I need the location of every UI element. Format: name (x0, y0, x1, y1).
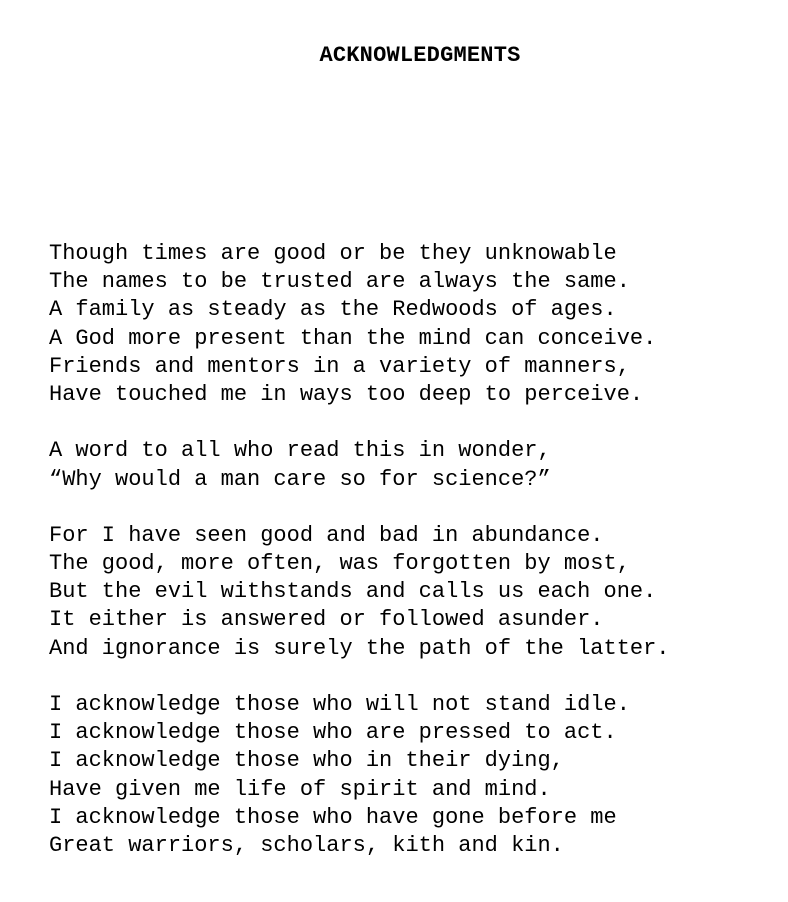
poem-line: Though times are good or be they unknowable (49, 241, 617, 266)
poem-line: I acknowledge those who are pressed to act. (49, 720, 617, 746)
poem-line: For I have seen good and bad in abundance. (49, 522, 604, 548)
stanza-3 (49, 522, 779, 663)
poem-line: Have touched me in ways too deep to perceive. (49, 381, 644, 407)
poem-line: It either is answered or followed asunder. (49, 607, 604, 633)
poem-line: A family as steady as the Redwoods of ages. (49, 297, 617, 323)
poem-body (49, 240, 779, 860)
poem-line: A word to all who read this in wonder, (49, 438, 551, 464)
stanza-4 (49, 691, 779, 860)
stanza-2 (49, 437, 779, 493)
poem-line: The names to be trusted are always the same. (49, 269, 630, 295)
poem-line: But the evil withstands and calls us each one. (49, 579, 657, 605)
poem-line: “Why would a man care so for science?” (49, 466, 551, 492)
poem-line: I acknowledge those who have gone before me (49, 804, 617, 830)
poem-line: Great warriors, scholars, kith and kin. (49, 832, 564, 858)
poem-line: And ignorance is surely the path of the latter. (49, 635, 670, 661)
poem-line: The good, more often, was forgotten by most, (49, 551, 630, 577)
poem-line: A God more present than the mind can conceive. (49, 325, 657, 351)
poem-line: Friends and mentors in a variety of manners, (49, 353, 630, 379)
poem-line: Have given me life of spirit and mind. (49, 776, 551, 802)
stanza-1 (49, 240, 779, 409)
poem-line: I acknowledge those who in their dying, (49, 748, 564, 774)
page-title: ACKNOWLEDGMENTS (319, 43, 521, 68)
poem-line: I acknowledge those who will not stand idle. (49, 692, 630, 717)
